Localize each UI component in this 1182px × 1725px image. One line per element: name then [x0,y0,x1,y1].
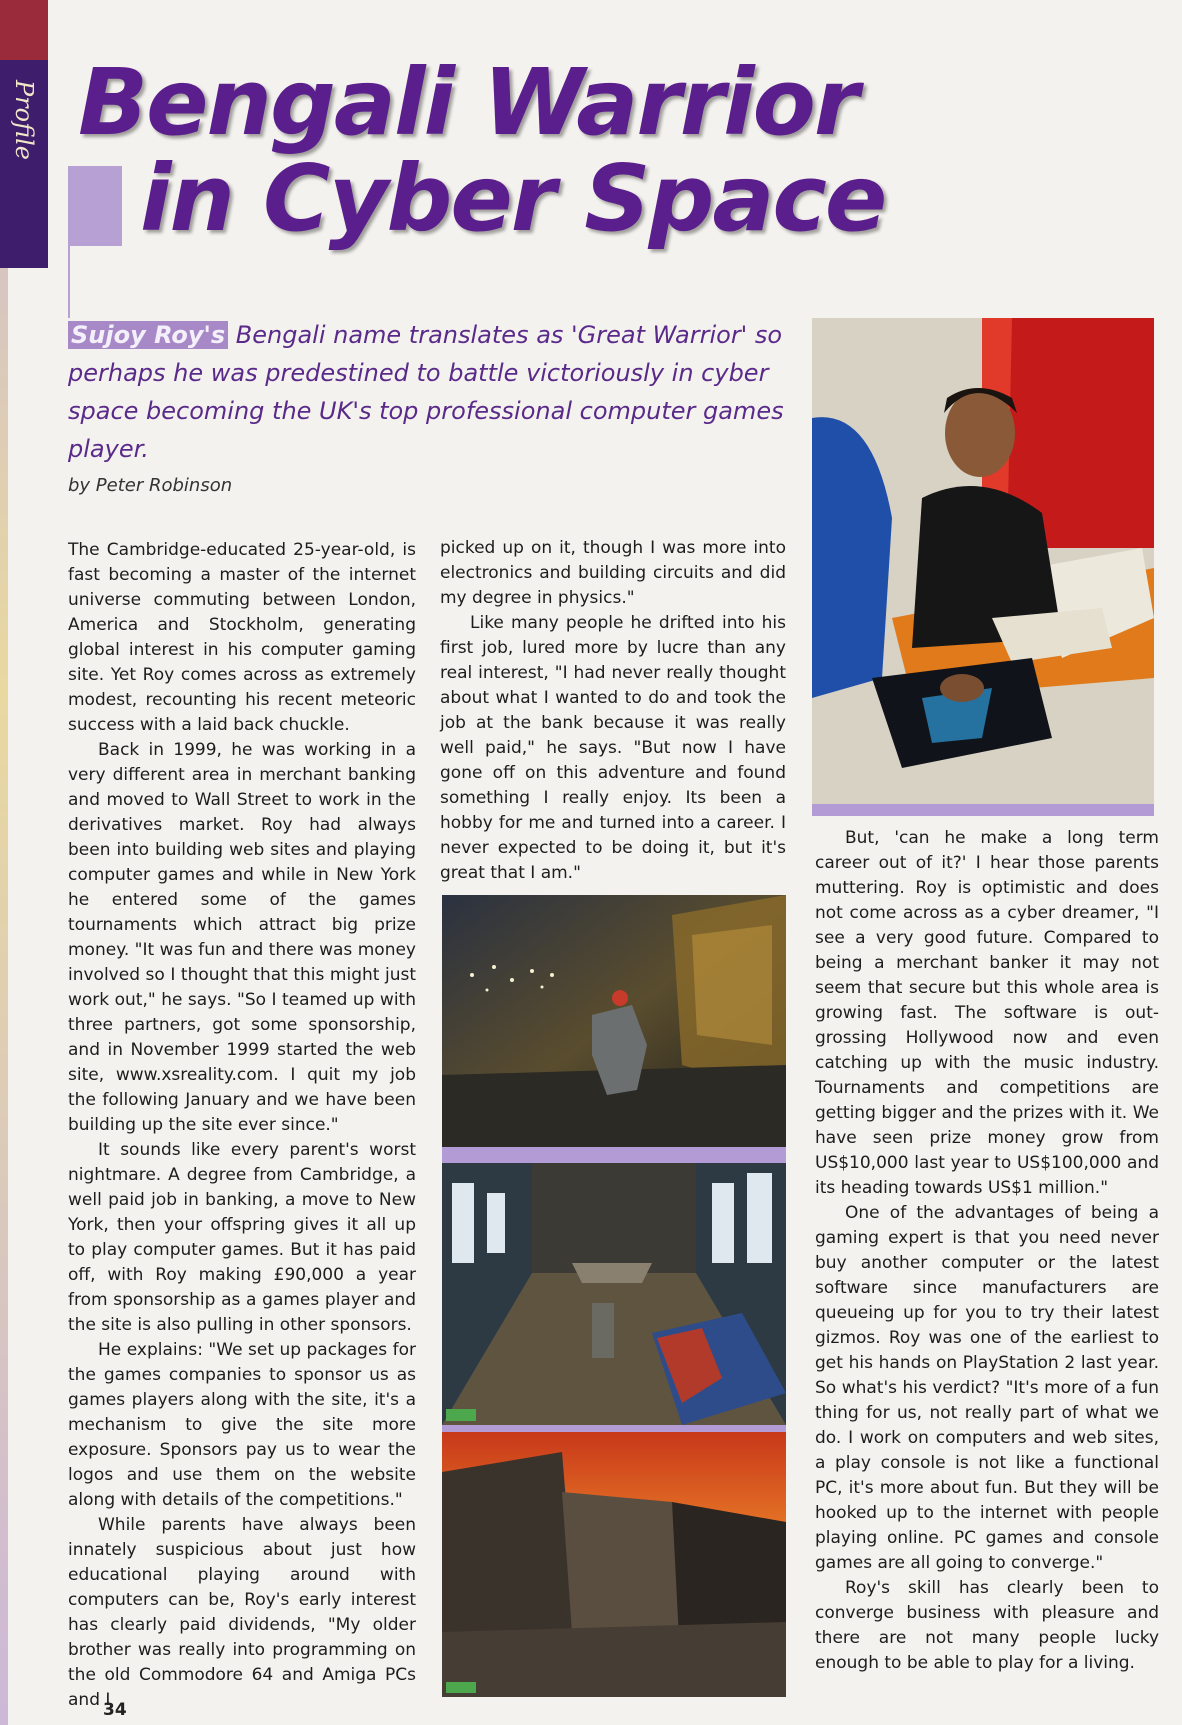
paragraph: While parents have always been innately suspicious about just how educational playing around with computers can be, Roy's early interest has clearly paid dividends, "My older brother was really into programming on the old Commodore 64 and Amiga PCs and I [68,1515,416,1710]
paragraph: One of the advantages of being a gaming expert is that you need never buy another computer or the latest software since manufacturers are queueing up for you to try their latest gizmos. Roy was one of the earliest to get his hands on PlayStation 2 last year. So what's his verdict? "It's more of a fun thing for us, not really part of what we do. I work on computers and web sites, a play console is not like a functional PC, it's more about fun. But they will be hooked up to the internet with people playing online. PC games and console games are all going to converge." [815,1203,1159,1573]
title-line-1: Bengali Warrior [78,49,858,156]
paragraph: picked up on it, though I was more into electronics and building circuits and did my degree in physics." [440,538,786,608]
byline: by Peter Robinson [68,475,233,496]
paragraph: Roy's skill has clearly been to converge business with pleasure and there are not many people lucky enough to be able to play for a living. [815,1578,1159,1673]
section-tab-label: Profile [10,80,38,160]
paragraph: Like many people he drifted into his first job, lured more by lucre than any real interest, "I had never really thought about what I wanted to do and took the job at the bank because it was really well paid," he says. "But now I have gone off on this adventure and found something I really enjoy. Its been a hobby for me and turned into a career. I never expected to be doing it, but it's great that I am." [440,613,786,883]
standfirst-text: Bengali name translates as 'Great Warrior' so perhaps he was predestined to battle victoriously in cyber space becoming the UK's top professional computer games player. [68,321,784,463]
paragraph: The Cambridge-educated 25-year-old, is fast becoming a master of the internet universe commuting between London, America and Stockholm, generating global interest in his computer gaming site. Yet Roy comes across as extremely modest, recounting his recent meteoric success with a laid back chuckle. [68,540,416,735]
article-column-1 [68,538,416,1713]
portrait-photo [812,318,1154,804]
tab-top-accent [0,0,48,60]
paragraph: It sounds like every parent's worst nightmare. A degree from Cambridge, a well paid job in banking, a move to New York, then your offspring gives it all up to play computer games. But it has paid off, with Roy making £90,000 a year from sponsorship as a games player and the site is also pulling in other sponsors. [68,1140,416,1335]
article-column-2 [440,536,786,886]
standfirst-name: Sujoy Roy's [68,321,228,349]
page-number: 34 [103,1700,127,1720]
paragraph: But, 'can he make a long term career out of it?' I hear those parents muttering. Roy is optimistic and does not come across as a cyber dreamer, "I see a very good future. Compared to being a merchant banker it may not seem that secure but this whole area is growing fast. The software is out-grossing Hollywood now and even catching up with the music industry. Tournaments and competitions are getting bigger and the prizes with it. We have seen prize money grow from US$10,000 last year to US$100,000 and its heading towards US$1 million." [815,828,1159,1198]
photo-accent-bar [812,804,1154,816]
article-title [78,49,938,252]
paragraph: Back in 1999, he was working in a very different area in merchant banking and moved to Wall Street to work in the derivatives market. Roy had always been into building web sites and playing computer games and while in New York he entered some of the games tournaments which attract big prize money. "It was fun and there was money involved so I thought that this might just work out," he says. "So I teamed up with three partners, got some sponsorship, and in November 1999 started the web site, www.xsreality.com. I quit my job the following January and we have been building up the site ever since." [68,740,416,1135]
paragraph: He explains: "We set up packages for the games companies to sponsor us as games players along with the site, it's a mechanism to give the site more exposure. Sponsors pay us to wear the logos and use them on the website along with details of the competitions." [68,1340,416,1510]
title-line-2: in Cyber Space [140,145,886,252]
section-tab [0,60,48,268]
title-decoration-line [68,246,70,318]
screenshot-divider [442,1425,786,1432]
standfirst [68,316,798,468]
game-screenshot-2 [442,1163,786,1425]
article-column-3 [815,826,1159,1676]
screenshot-divider [442,1147,786,1163]
game-screenshot-1 [442,895,786,1147]
game-screenshot-3 [442,1432,786,1697]
